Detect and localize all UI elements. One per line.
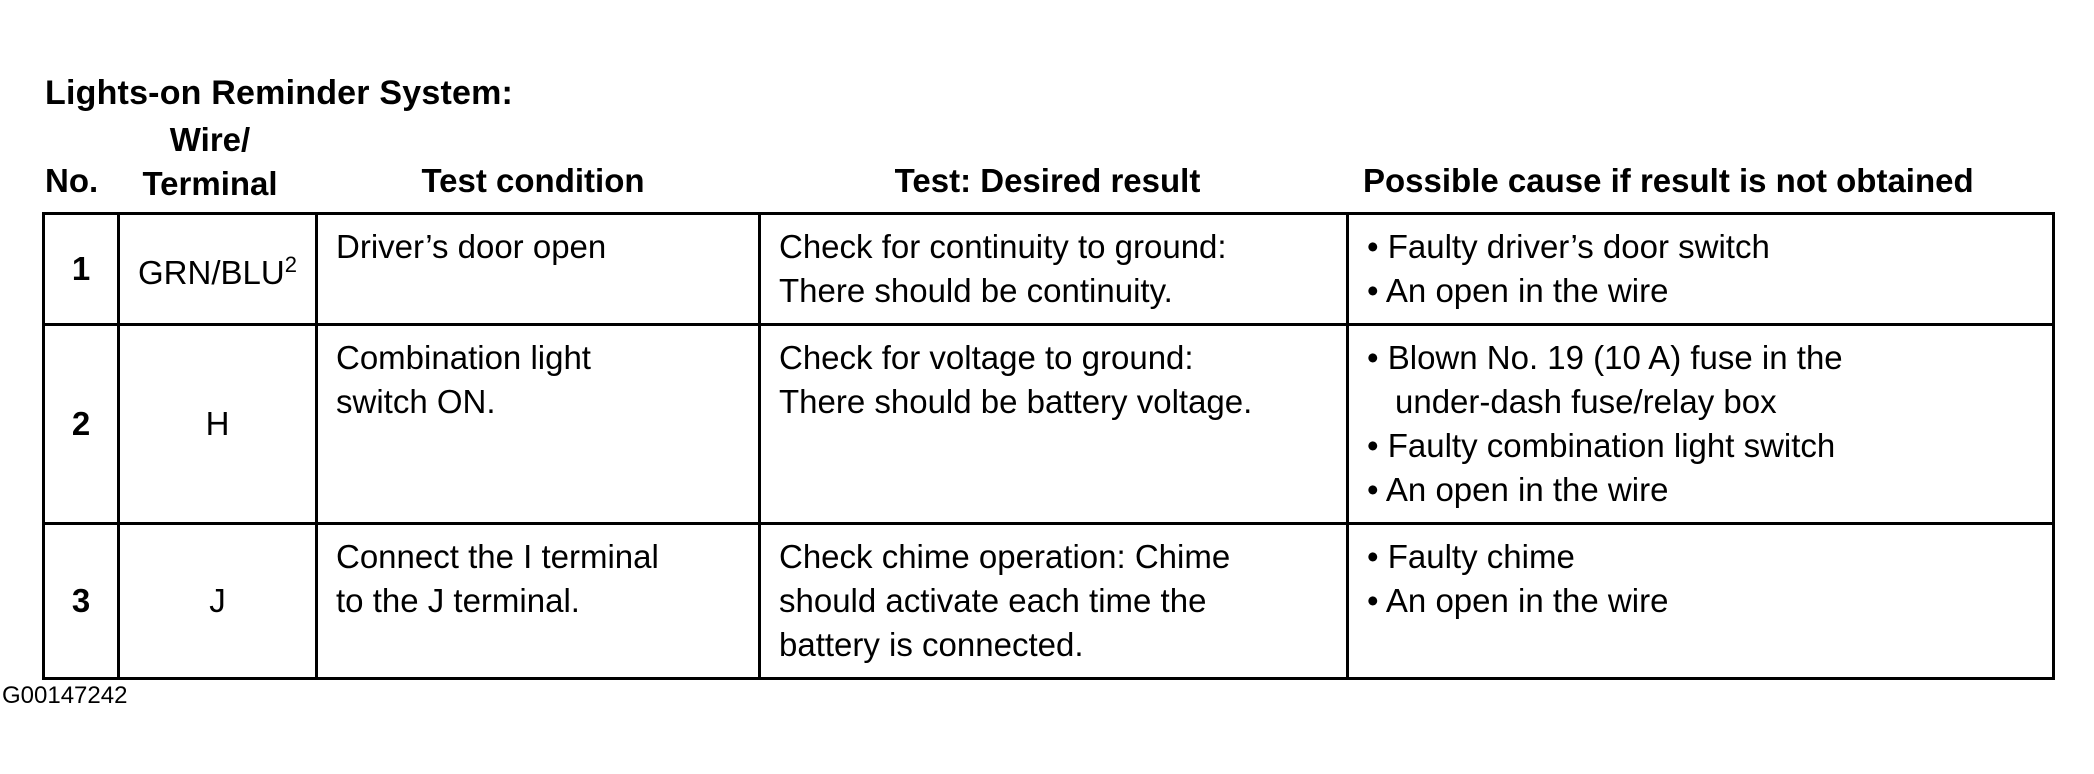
table-row [44, 325, 2054, 524]
wire-superscript: 2 [284, 252, 297, 277]
row-number: 3 [44, 524, 119, 679]
bullet-mark: • [1367, 339, 1379, 376]
cause-item [1367, 468, 2042, 512]
cause-text: Faulty chime [1387, 538, 1575, 575]
row-number: 2 [44, 325, 119, 524]
header-wire-terminal [120, 118, 300, 206]
wire-terminal [119, 214, 317, 325]
bullet-mark: • [1367, 538, 1379, 575]
document-title: Lights-on Reminder System: [45, 74, 514, 112]
possible-cause [1348, 325, 2054, 524]
condition-line: Combination light [336, 339, 591, 376]
result-line: should activate each time the [779, 582, 1207, 619]
cause-text: Faulty driver’s door switch [1387, 228, 1770, 265]
possible-cause [1348, 214, 2054, 325]
test-table [42, 212, 2055, 680]
result-line: There should be battery voltage. [779, 383, 1253, 420]
test-condition [317, 524, 760, 679]
wire-terminal-text: J [209, 582, 226, 619]
result-line: battery is connected. [779, 626, 1084, 663]
condition-line: Driver’s door open [336, 228, 607, 265]
bullet-mark: • [1367, 228, 1379, 265]
wire-terminal [119, 524, 317, 679]
header-test-condition: Test condition [421, 162, 645, 199]
result-line: Check chime operation: Chime [779, 538, 1231, 575]
header-wire-line2: Terminal [142, 165, 278, 202]
result-line: Check for continuity to ground: [779, 228, 1227, 265]
cause-item [1367, 535, 2042, 579]
cause-text: An open in the wire [1385, 582, 1669, 619]
desired-result [760, 325, 1348, 524]
cause-item [1367, 424, 2042, 468]
header-desired-result: Test: Desired result [894, 162, 1201, 199]
condition-line: Connect the I terminal [336, 538, 659, 575]
test-condition [317, 214, 760, 325]
header-possible-cause: Possible cause if result is not obtained [1363, 162, 1974, 199]
wire-terminal-text: H [205, 405, 230, 442]
cause-continuation: under-dash fuse/relay box [1395, 383, 1777, 420]
test-condition [317, 325, 760, 524]
cause-item [1367, 269, 2042, 313]
cause-item [1367, 336, 2042, 380]
bullet-mark: • [1367, 427, 1379, 464]
cause-item [1367, 579, 2042, 623]
header-wire-line1: Wire/ [169, 121, 251, 158]
table-row [44, 214, 2054, 325]
possible-cause [1348, 524, 2054, 679]
cause-item [1367, 225, 2042, 269]
wire-terminal-text: GRN/BLU [138, 254, 285, 291]
bullet-mark: • [1367, 582, 1379, 619]
condition-line: to the J terminal. [336, 582, 580, 619]
condition-line: switch ON. [336, 383, 496, 420]
result-line: There should be continuity. [779, 272, 1173, 309]
bullet-mark: • [1367, 471, 1379, 508]
row-number: 1 [44, 214, 119, 325]
cause-text: An open in the wire [1385, 272, 1669, 309]
desired-result [760, 214, 1348, 325]
wire-terminal [119, 325, 317, 524]
bullet-mark: • [1367, 272, 1379, 309]
cause-text: Faulty combination light switch [1387, 427, 1836, 464]
result-line: Check for voltage to ground: [779, 339, 1194, 376]
header-no: No. [45, 162, 99, 199]
desired-result [760, 524, 1348, 679]
figure-code: G00147242 [2, 682, 128, 709]
cause-text: Blown No. 19 (10 A) fuse in the [1387, 339, 1843, 376]
table-row [44, 524, 2054, 679]
cause-text: An open in the wire [1385, 471, 1669, 508]
